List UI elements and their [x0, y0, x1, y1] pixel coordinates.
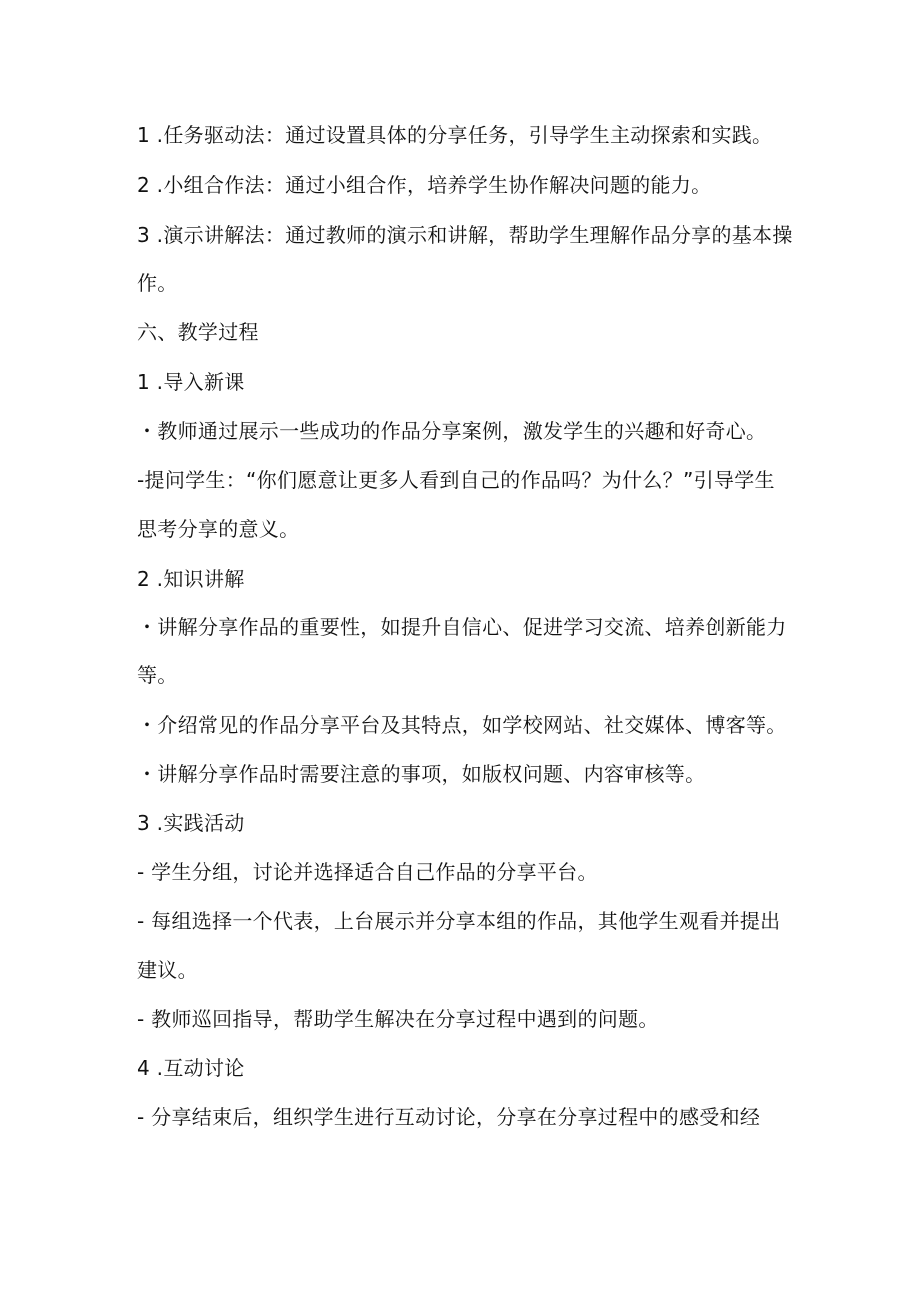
bullet-item: ・教师通过展示一些成功的作品分享案例，激发学生的兴趣和好奇心。	[137, 419, 767, 443]
dash-item: - 每组选择一个代表，上台展示并分享本组的作品，其他学生观看并提出	[137, 909, 781, 933]
bullet-item-continued: 等。	[137, 663, 178, 687]
method-item-1: 1 .任务驱动法：通过设置具体的分享任务，引导学生主动探索和实践。	[137, 123, 773, 147]
dash-item-continued: 思考分享的意义。	[137, 517, 300, 541]
step-heading-4: 4 .互动讨论	[137, 1056, 245, 1080]
step-heading-3: 3 .实践活动	[137, 811, 245, 835]
dash-item: -提问学生：“你们愿意让更多人看到自己的作品吗？为什么？”引导学生	[137, 468, 775, 492]
dash-item-continued: 建议。	[137, 958, 198, 982]
step-heading-2: 2 .知识讲解	[137, 567, 245, 591]
section-heading: 六、教学过程	[137, 320, 259, 344]
method-item-3-continued: 作。	[137, 271, 178, 295]
bullet-item: ・讲解分享作品时需要注意的事项，如版权问题、内容审核等。	[137, 762, 706, 786]
dash-item: - 分享结束后，组织学生进行互动讨论，分享在分享过程中的感受和经	[137, 1105, 761, 1129]
dash-item: - 学生分组，讨论并选择适合自己作品的分享平台。	[137, 860, 598, 884]
bullet-item: ・讲解分享作品的重要性，如提升自信心、促进学习交流、培养创新能力	[137, 615, 787, 639]
dash-item: - 教师巡回指导，帮助学生解决在分享过程中遇到的问题。	[137, 1007, 659, 1031]
step-heading-1: 1 .导入新课	[137, 370, 245, 394]
method-item-3: 3 .演示讲解法：通过教师的演示和讲解，帮助学生理解作品分享的基本操	[137, 223, 793, 247]
bullet-item: ・介绍常见的作品分享平台及其特点，如学校网站、社交媒体、博客等。	[137, 713, 787, 737]
method-item-2: 2 .小组合作法：通过小组合作，培养学生协作解决问题的能力。	[137, 173, 712, 197]
